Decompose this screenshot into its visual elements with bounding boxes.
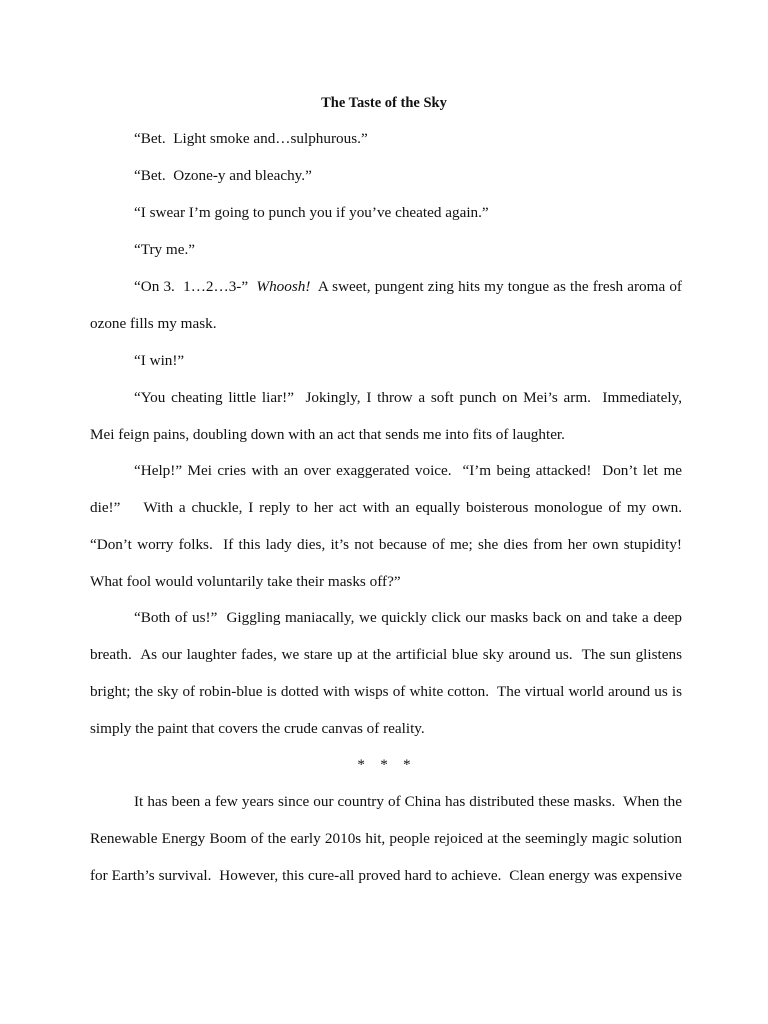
text-segment: breath. As our laughter fades, we stare up at the artificial blue sky around us. The sun glistens: [90, 646, 682, 663]
text-segment: “You cheating little liar!” Jokingly, I throw a soft punch on Mei’s arm. Immediately,: [134, 389, 682, 406]
text-line: [134, 166, 682, 186]
text-line: [134, 461, 682, 481]
text-line: [90, 866, 682, 886]
text-line: [134, 351, 682, 371]
text-segment: “Don’t worry folks. If this lady dies, it’s not because of me; she dies from her own stupidity!: [90, 536, 682, 553]
text-segment: A sweet, pungent zing hits my tongue as the fresh aroma of: [310, 278, 682, 295]
text-line: [90, 535, 682, 555]
text-line: [90, 314, 682, 334]
text-segment: “Try me.”: [134, 241, 196, 258]
text-line: [134, 608, 682, 628]
text-segment: “Help!” Mei cries with an over exaggerated voice. “I’m being attacked! Don’t let me: [134, 462, 682, 479]
text-line: [90, 498, 682, 518]
text-segment: Renewable Energy Boom of the early 2010s hit, people rejoiced at the seemingly magic solution: [90, 830, 682, 847]
text-line: [134, 792, 682, 812]
italic-text: Whoosh!: [256, 278, 311, 295]
text-line: [134, 129, 682, 149]
text-segment: simply the paint that covers the crude canvas of reality.: [90, 720, 425, 737]
text-line: [90, 572, 682, 592]
text-segment: What fool would voluntarily take their masks off?”: [90, 573, 401, 590]
section-break: [0, 755, 768, 775]
text-segment: It has been a few years since our country of China has distributed these masks. When the: [134, 793, 682, 810]
text-segment: “Both of us!” Giggling maniacally, we quickly click our masks back on and take a deep: [134, 609, 682, 626]
text-line: [134, 240, 682, 260]
text-line: [90, 682, 682, 702]
text-segment: “I swear I’m going to punch you if you’ve cheated again.”: [134, 204, 489, 221]
text-segment: ozone fills my mask.: [90, 315, 217, 332]
text-line: [134, 203, 682, 223]
text-segment: die!” With a chuckle, I reply to her act with an equally boisterous monologue of my own.: [90, 499, 682, 516]
text-line: [134, 388, 682, 408]
text-line: [90, 425, 682, 445]
text-segment: bright; the sky of robin-blue is dotted with wisps of white cotton. The virtual world around us is: [90, 683, 682, 700]
text-segment: Mei feign pains, doubling down with an act that sends me into fits of laughter.: [90, 426, 565, 443]
text-segment: * * *: [357, 756, 411, 773]
text-segment: “Bet. Light smoke and…sulphurous.”: [134, 130, 368, 147]
text-line: [90, 719, 682, 739]
text-line: [90, 829, 682, 849]
document-title: The Taste of the Sky: [321, 95, 447, 111]
text-segment: “On 3. 1…2…3-”: [134, 278, 257, 295]
text-segment: for Earth’s survival. However, this cure-all proved hard to achieve. Clean energy was expensive: [90, 867, 682, 884]
text-segment: “I win!”: [134, 352, 185, 369]
text-line: [134, 277, 682, 297]
text-segment: “Bet. Ozone-y and bleachy.”: [134, 167, 312, 184]
text-line: [90, 645, 682, 665]
